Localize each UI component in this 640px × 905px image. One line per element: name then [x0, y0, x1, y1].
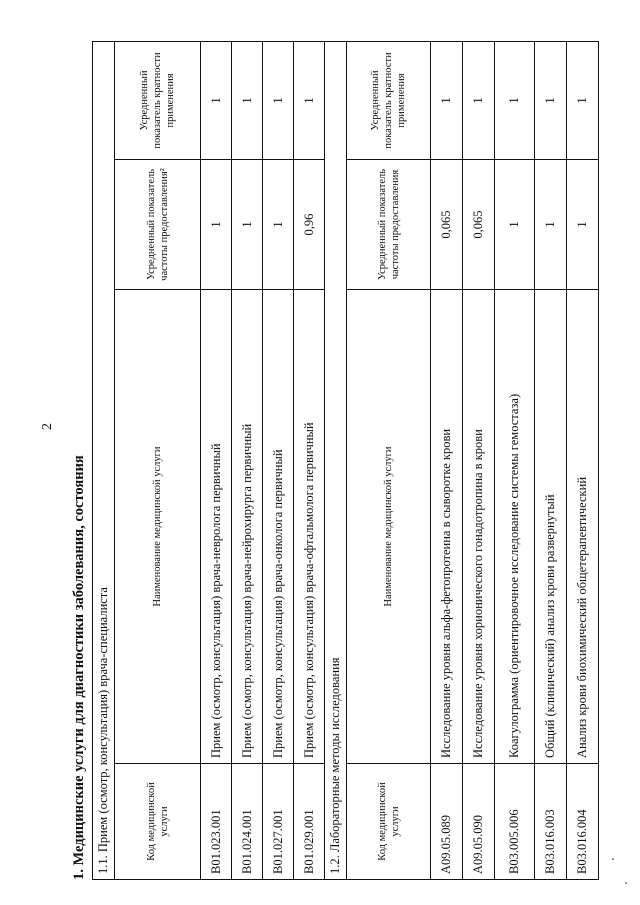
- column-header-frequency: Усредненный показатель частоты предоставления: [347, 160, 431, 290]
- table-row: [495, 41, 535, 879]
- frequency-value: 1: [567, 160, 599, 290]
- service-code: B03.016.003: [535, 764, 567, 880]
- service-name: Прием (осмотр, консультация) врача-невролога первичный: [201, 290, 232, 764]
- service-code: A09.05.089: [431, 764, 463, 880]
- frequency-value: 0,065: [431, 160, 463, 290]
- column-header-multiplicity: Усредненный показатель кратности применения: [347, 41, 431, 159]
- service-code: B01.029.001: [294, 764, 325, 880]
- laboratory-methods-table: [324, 41, 599, 880]
- table-row: [263, 41, 294, 879]
- section-heading: 1. Медицинские услуги для диагностики заболевания, состояния: [71, 455, 87, 880]
- multiplicity-value: 1: [495, 41, 535, 159]
- service-code: B01.027.001: [263, 764, 294, 880]
- multiplicity-value: 1: [431, 41, 463, 159]
- frequency-value: 0,96: [294, 160, 325, 290]
- service-name: Анализ крови биохимический общетерапевтический: [567, 290, 599, 764]
- subsection-title: 1.2. Лабораторные методы исследования: [325, 41, 347, 879]
- table-row: [431, 41, 463, 879]
- column-header-frequency: Усредненный показатель частоты предоставления²: [115, 160, 201, 290]
- table-row: [294, 41, 325, 879]
- service-name: Прием (осмотр, консультация) врача-нейрохирурга первичный: [232, 290, 263, 764]
- table-row: [232, 41, 263, 879]
- column-header-name: Наименование медицинской услуги: [115, 290, 201, 764]
- table-row: [201, 41, 232, 879]
- page-number: 2: [40, 423, 55, 430]
- service-name: Коагулограмма (ориентировочное исследование системы гемостаза): [495, 290, 535, 764]
- multiplicity-value: 1: [263, 41, 294, 159]
- frequency-value: 0,065: [463, 160, 495, 290]
- scan-speck: [625, 882, 627, 884]
- frequency-value: 1: [263, 160, 294, 290]
- service-name: Прием (осмотр, консультация) врача-офтальмолога первичный: [294, 290, 325, 764]
- service-code: B01.023.001: [201, 764, 232, 880]
- service-code: B01.024.001: [232, 764, 263, 880]
- multiplicity-value: 1: [232, 41, 263, 159]
- multiplicity-value: 1: [535, 41, 567, 159]
- frequency-value: 1: [232, 160, 263, 290]
- column-header-code: Код медицинской услуги: [115, 764, 201, 880]
- table-row: [463, 41, 495, 879]
- service-name: Исследование уровня альфа-фетопротеина в сыворотке крови: [431, 290, 463, 764]
- service-code: B03.005.006: [495, 764, 535, 880]
- table-row: [535, 41, 567, 879]
- table-row: [567, 41, 599, 879]
- scan-speck: [612, 858, 614, 860]
- multiplicity-value: 1: [294, 41, 325, 159]
- document-page: [70, 40, 589, 880]
- column-header-code: Код медицинской услуги: [347, 764, 431, 880]
- frequency-value: 1: [495, 160, 535, 290]
- specialist-consultations-table: [92, 41, 325, 880]
- frequency-value: 1: [201, 160, 232, 290]
- service-name: Общий (клинический) анализ крови развернутый: [535, 290, 567, 764]
- column-header-name: Наименование медицинской услуги: [347, 290, 431, 764]
- service-code: B03.016.004: [567, 764, 599, 880]
- multiplicity-value: 1: [463, 41, 495, 159]
- service-code: A09.05.090: [463, 764, 495, 880]
- service-name: Исследование уровня хорионического гонадотропина в крови: [463, 290, 495, 764]
- frequency-value: 1: [535, 160, 567, 290]
- multiplicity-value: 1: [567, 41, 599, 159]
- subsection-title: 1.1. Прием (осмотр, консультация) врача-специалиста: [93, 41, 115, 879]
- multiplicity-value: 1: [201, 41, 232, 159]
- service-name: Прием (осмотр, консультация) врача-онколога первичный: [263, 290, 294, 764]
- column-header-multiplicity: Усредненный показатель кратности применения: [115, 41, 201, 159]
